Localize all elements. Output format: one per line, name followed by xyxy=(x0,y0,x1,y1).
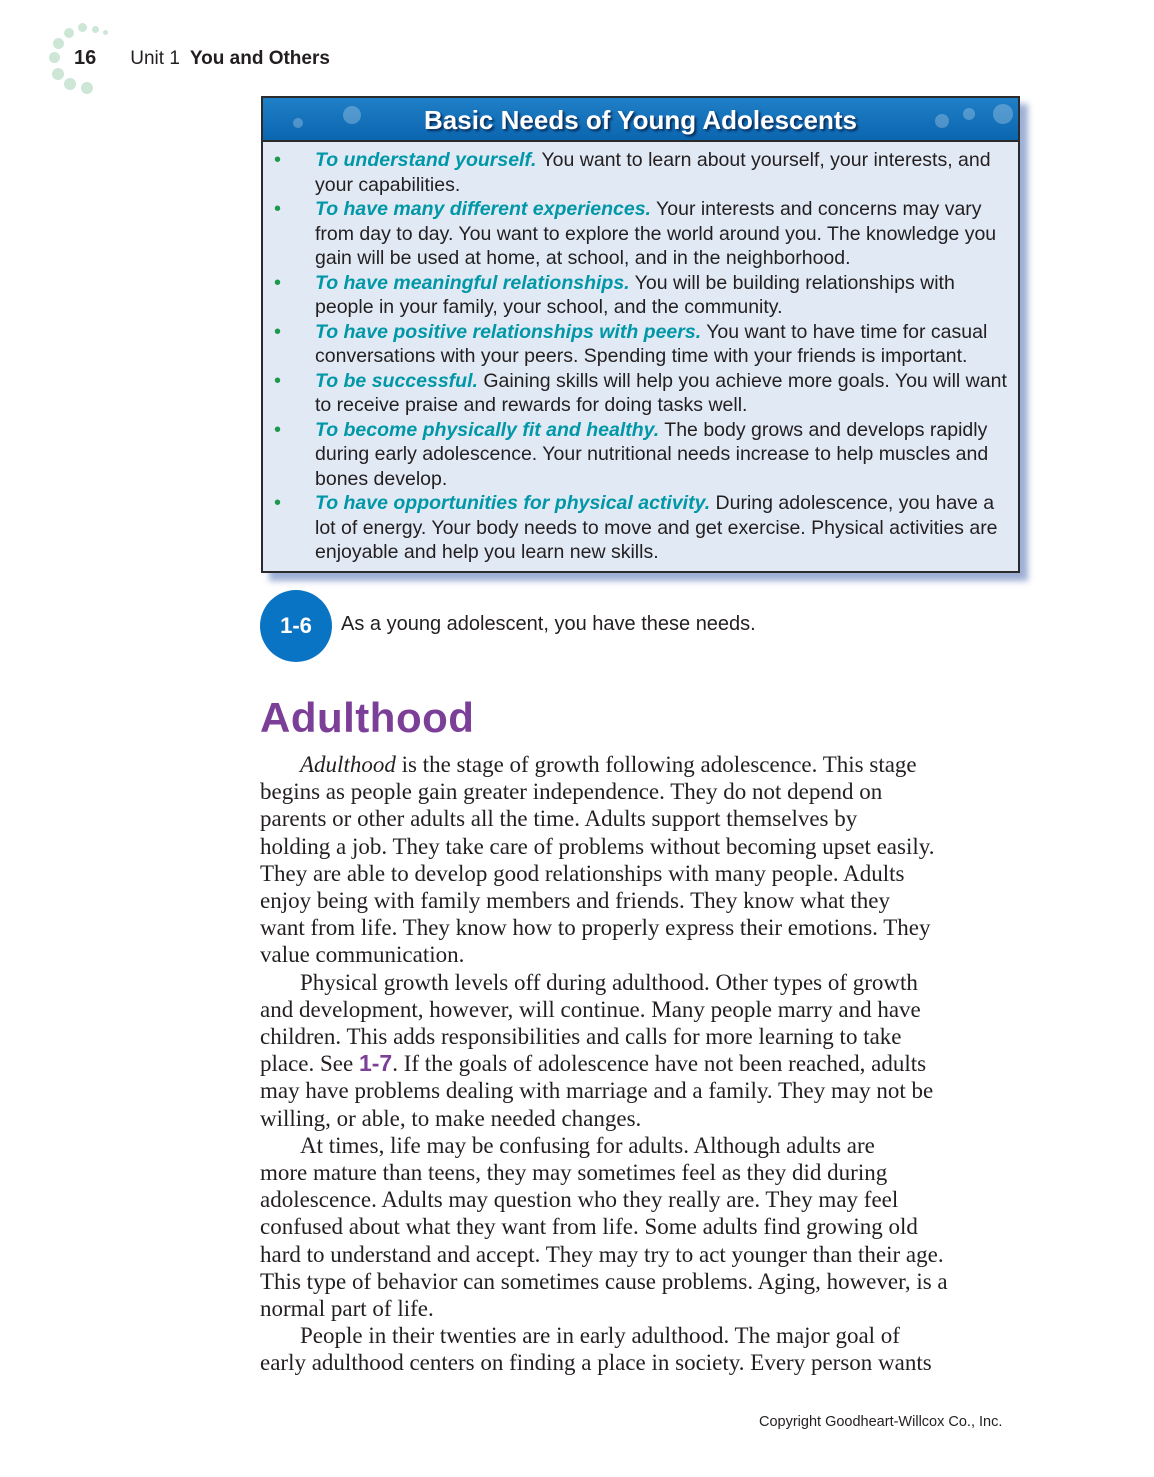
text-line xyxy=(260,969,1030,996)
text-span: is the stage of growth following adolescence. This stage xyxy=(395,752,917,777)
text-span: At times, life may be confusing for adults. Although adults are xyxy=(300,1132,875,1158)
need-text: You want to have time for casual conversations with your peers. Spending time with your friends is important. xyxy=(315,320,988,367)
need-text: Your interests and concerns may vary from day to day. You want to explore the world around you. The knowledge you gain will be used at home, at school, and in the neighborhood. xyxy=(315,198,997,269)
need-text: During adolescence, you have a lot of energy. Your body needs to move and get exercise. Physical activities are enjoyable and help you learn new skills. xyxy=(315,492,998,563)
running-header xyxy=(74,47,330,70)
need-title: To be successful. xyxy=(315,369,478,392)
text-line xyxy=(260,778,1030,805)
figure-number-badge: 1-6 xyxy=(260,590,332,662)
paragraph xyxy=(260,1322,1030,1376)
text-line xyxy=(260,833,1030,860)
text-span: This type of behavior can sometimes cause problems. Aging, however, is a xyxy=(260,1268,948,1294)
text-line xyxy=(260,914,1030,941)
text-line xyxy=(260,1023,1030,1050)
text-span: confused about what they want from life. Some adults find growing old xyxy=(260,1214,918,1240)
unit-title: You and Others xyxy=(189,48,330,69)
text-span: normal part of life. xyxy=(260,1296,434,1322)
need-text: The body grows and develops rapidly during early adolescence. Your nutritional needs increase to help muscles and bones develop. xyxy=(315,418,989,490)
text-line xyxy=(260,1077,1030,1104)
unit-label: Unit 1 xyxy=(130,48,180,69)
paragraph xyxy=(260,751,1030,969)
need-title: To become physically fit and healthy. xyxy=(315,418,660,441)
need-title: To have meaningful relationships. xyxy=(315,271,630,294)
text-line xyxy=(260,1050,1030,1077)
text-line xyxy=(260,1268,1030,1295)
text-span: more mature than teens, they may sometimes feel as they did during xyxy=(260,1160,888,1186)
bullet-icon: • xyxy=(274,271,282,294)
text-line xyxy=(260,1159,1030,1186)
text-line xyxy=(260,1295,1030,1322)
text-line xyxy=(260,1349,1030,1376)
text-line xyxy=(260,1105,1030,1132)
bullet-icon: • xyxy=(274,198,282,220)
need-item xyxy=(263,197,1018,271)
text-span: enjoy being with family members and friends. They know what they xyxy=(260,888,891,914)
text-line xyxy=(260,941,1030,968)
need-title: To understand yourself. xyxy=(315,149,537,171)
text-line xyxy=(260,1213,1030,1240)
text-span: adolescence. Adults may question who they really are. They may feel xyxy=(260,1187,899,1213)
figure-caption: As a young adolescent, you have these needs. xyxy=(341,613,756,635)
need-text: You want to learn about yourself, your interests, and your capabilities. xyxy=(315,149,991,196)
need-title: To have opportunities for physical activity. xyxy=(315,492,711,514)
text-span: People in their twenties are in early adulthood. The major goal of xyxy=(300,1323,900,1349)
text-span: want from life. They know how to properly express their emotions. They xyxy=(260,915,931,941)
need-item xyxy=(263,271,1018,320)
basic-needs-box xyxy=(261,96,1020,573)
text-span: willing, or able, to make needed changes. xyxy=(260,1105,642,1131)
box-header xyxy=(263,98,1018,142)
paragraph xyxy=(260,969,1030,1132)
body-text xyxy=(260,751,1030,1377)
text-line xyxy=(260,751,1030,778)
paragraph xyxy=(260,1132,1030,1322)
need-title: To have many different experiences. xyxy=(315,198,651,220)
text-line xyxy=(260,1132,1030,1159)
need-item xyxy=(263,369,1018,418)
copyright: Copyright Goodheart-Willcox Co., Inc. xyxy=(759,1414,1003,1430)
need-item xyxy=(263,320,1018,369)
bullet-icon: • xyxy=(274,492,282,514)
needs-list xyxy=(263,142,1018,565)
text-span: place. See xyxy=(260,1051,359,1077)
bullet-icon: • xyxy=(274,149,282,171)
need-text: You will be building relationships with people in your family, your school, and the community. xyxy=(315,271,955,318)
need-text: Gaining skills will help you achieve more goals. You will want to receive praise and rewards for doing tasks well. xyxy=(315,369,1007,416)
bullet-icon: • xyxy=(274,418,282,441)
text-span: children. This adds responsibilities and calls for more learning to take xyxy=(260,1024,902,1050)
figure-reference-link[interactable]: 1-7 xyxy=(358,1050,393,1077)
text-line xyxy=(260,860,1030,887)
page-number: 16 xyxy=(74,47,97,69)
text-span: . If the goals of adolescence have not been reached, adults xyxy=(392,1051,927,1077)
text-line xyxy=(260,1322,1030,1349)
need-item xyxy=(263,491,1018,565)
text-span: value communication. xyxy=(260,942,465,968)
box-title: Basic Needs of Young Adolescents xyxy=(424,105,857,135)
bullet-icon: • xyxy=(274,369,282,392)
text-span: early adulthood centers on finding a place in society. Every person wants xyxy=(260,1350,932,1376)
text-span: parents or other adults all the time. Adults support themselves by xyxy=(260,806,858,832)
text-span: holding a job. They take care of problems without becoming upset easily. xyxy=(260,833,935,859)
text-span: may have problems dealing with marriage and a family. They may not be xyxy=(260,1078,934,1104)
need-title: To have positive relationships with peers. xyxy=(315,320,702,343)
text-line xyxy=(260,887,1030,914)
text-span: and development, however, will continue. Many people marry and have xyxy=(260,996,921,1022)
need-item xyxy=(263,148,1018,197)
text-span: hard to understand and accept. They may try to act younger than their age. xyxy=(260,1241,944,1267)
need-item xyxy=(263,418,1018,492)
bullet-icon: • xyxy=(274,320,282,343)
text-span: begins as people gain greater independence. They do not depend on xyxy=(260,779,883,805)
text-line xyxy=(260,996,1030,1023)
text-span: Physical growth levels off during adulthood. Other types of growth xyxy=(300,969,918,995)
text-span: They are able to develop good relationships with many people. Adults xyxy=(260,860,905,886)
text-line xyxy=(260,805,1030,832)
text-line xyxy=(260,1241,1030,1268)
term: Adulthood xyxy=(300,752,396,777)
text-line xyxy=(260,1186,1030,1213)
section-heading: Adulthood xyxy=(260,694,475,741)
